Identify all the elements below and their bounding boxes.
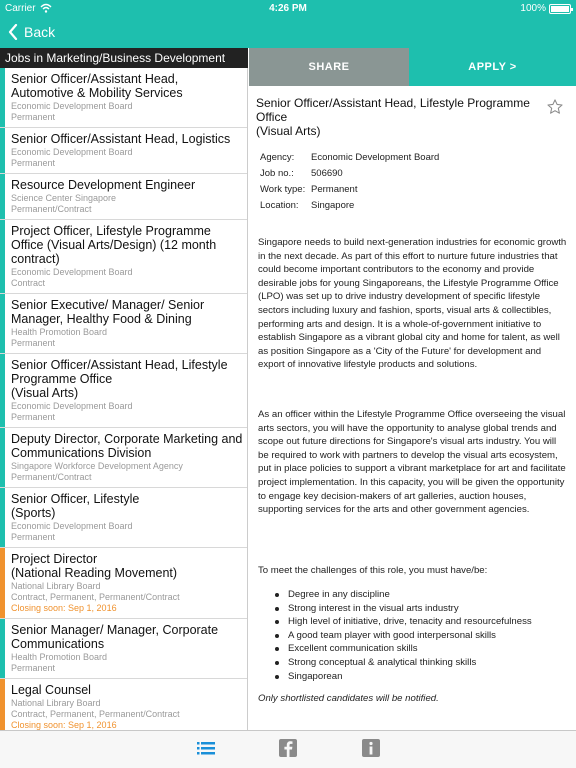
job-list-title: Deputy Director, Corporate Marketing and Communications Division [11,432,243,460]
job-meta [260,150,439,214]
requirement-item: High level of initiative, drive, tenacity and resourcefulness [273,615,568,629]
requirement-item: Strong conceptual & analytical thinking skills [273,656,568,670]
meta-label: Job no.: [260,168,294,179]
job-list-title: Senior Executive/ Manager/ Senior Manager, Healthy Food & Dining [11,298,205,326]
job-list-item[interactable] [0,679,247,730]
apply-button[interactable]: APPLY > [409,48,576,86]
battery-icon [549,4,571,14]
requirements-intro: To meet the challenges of this role, you must have/be: [258,565,488,576]
job-list-work-type: Permanent [11,112,56,122]
status-time: 4:26 PM [269,3,307,14]
meta-label: Work type: [260,184,306,195]
chevron-left-icon [8,24,18,40]
facebook-icon[interactable] [276,736,300,760]
closing-soon-label: Closing soon: Sep 1, 2016 [11,603,117,613]
job-list-title: Senior Manager/ Manager, Corporate Communications [11,623,219,651]
job-list-item[interactable] [0,220,247,294]
tab-bar [0,730,576,768]
job-list-item[interactable] [0,68,247,128]
job-list-work-type: Permanent [11,663,56,673]
job-list-agency: Economic Development Board [11,401,133,411]
list-icon[interactable] [194,736,218,760]
job-list-title: Senior Officer/Assistant Head, Lifestyle Programme Office (Visual Arts) [11,358,228,400]
info-icon[interactable] [359,736,383,760]
job-list-item[interactable] [0,294,247,354]
job-list-item[interactable] [0,174,247,220]
back-label: Back [24,24,56,40]
description-paragraph: Singapore needs to build next-generation industries for economic growth in the next decade. As part of this effort to nurture future industries that could become important contributors to the economy and provide desirable jobs for young Singaporeans, the Lifestyle Programme Office (LPO) was set up to drive industry development of specific lifestyle sectors including luxury and fashion, sports, visual arts & collectibles, performing arts and design. It is a whole-of-government initiative to establish Singapore as a vibrant global city and home for talent, as well as position Singapore as a 'City of the Future' for development and export of innovative lifestyle products and solutions. [258,237,567,371]
job-list-agency: Economic Development Board [11,521,133,531]
share-button[interactable]: SHARE [249,48,409,86]
job-list-work-type: Permanent/Contract [11,472,92,482]
job-title-line: Senior Officer/Assistant Head, Lifestyle Programme Office [256,96,530,124]
status-bar [0,0,576,18]
job-list-agency: Singapore Workforce Development Agency [11,461,183,471]
job-list-item[interactable] [0,548,247,619]
meta-row [260,166,439,182]
job-list-work-type: Permanent [11,532,56,542]
description-paragraph: As an officer within the Lifestyle Programme Office overseeing the visual arts sectors, you will have the opportunity to analyse global trends and scope out future directions for Singapore's visual arts industry. You will be required to work with partners to develop the visual arts ecosystem, put in place policies to support a vibrant marketplace for art and facilitate project implementation. In this capacity, you will be given the opportunity to engage key decision-makers of art galleries, auction houses, supporting services for the arts and other government agencies. [258,409,566,516]
battery-percent: 100% [520,3,546,14]
job-title-line: (Visual Arts) [256,124,321,138]
shortlist-note: Only shortlisted candidates will be notified. [258,693,439,704]
meta-value: Permanent [311,184,358,195]
job-list-work-type: Permanent [11,338,56,348]
job-list-item[interactable] [0,128,247,174]
back-button[interactable] [8,22,55,42]
job-list-item[interactable] [0,619,247,679]
job-list-agency: Health Promotion Board [11,327,108,337]
job-list-title: Legal Counsel [11,683,91,697]
requirement-item: Strong interest in the visual arts industry [273,602,568,616]
job-list-work-type: Contract [11,278,46,288]
job-list-item[interactable] [0,488,247,548]
navigation-bar [0,0,576,48]
meta-value: Singapore [311,200,355,211]
job-list-title: Project Director (National Reading Movement) [11,552,178,580]
job-title [256,96,541,138]
job-list-agency: Science Center Singapore [11,193,117,203]
job-list-title: Project Officer, Lifestyle Programme Office (Visual Arts/Design) (12 month contract) [11,224,217,266]
job-list-agency: Health Promotion Board [11,652,108,662]
job-list-title: Senior Officer/Assistant Head, Automotive & Mobility Services [11,72,183,100]
job-list-agency: Economic Development Board [11,101,133,111]
list-header: Jobs in Marketing/Business Development [0,48,248,68]
job-list-work-type: Permanent [11,412,56,422]
job-list-agency: National Library Board [11,581,101,591]
job-list-work-type: Permanent [11,158,56,168]
job-list-title: Senior Officer/Assistant Head, Logistics [11,132,231,146]
job-detail [249,86,576,730]
requirements-list [273,588,568,683]
requirement-item: Degree in any discipline [273,588,568,602]
meta-row [260,182,439,198]
job-list-title: Senior Officer, Lifestyle (Sports) [11,492,140,520]
job-list-item[interactable] [0,354,247,428]
job-list-agency: National Library Board [11,698,101,708]
requirement-item: Excellent communication skills [273,642,568,656]
job-list-title: Resource Development Engineer [11,178,196,192]
meta-row [260,198,439,214]
job-list-agency: Economic Development Board [11,147,133,157]
meta-row [260,150,439,166]
job-list-work-type: Contract, Permanent, Permanent/Contract [11,592,180,602]
job-list[interactable] [0,68,248,730]
job-list-agency: Economic Development Board [11,267,133,277]
job-list-work-type: Permanent/Contract [11,204,92,214]
requirement-item: A good team player with good interpersonal skills [273,629,568,643]
requirement-item: Singaporean [273,670,568,684]
meta-value: 506690 [311,168,343,179]
job-list-work-type: Contract, Permanent, Permanent/Contract [11,709,180,719]
job-list-item[interactable] [0,428,247,488]
star-icon[interactable] [546,98,564,116]
carrier-label: Carrier [5,3,36,14]
meta-label: Location: [260,200,299,211]
meta-label: Agency: [260,152,295,163]
meta-value: Economic Development Board [311,152,440,163]
closing-soon-label: Closing soon: Sep 1, 2016 [11,720,117,730]
